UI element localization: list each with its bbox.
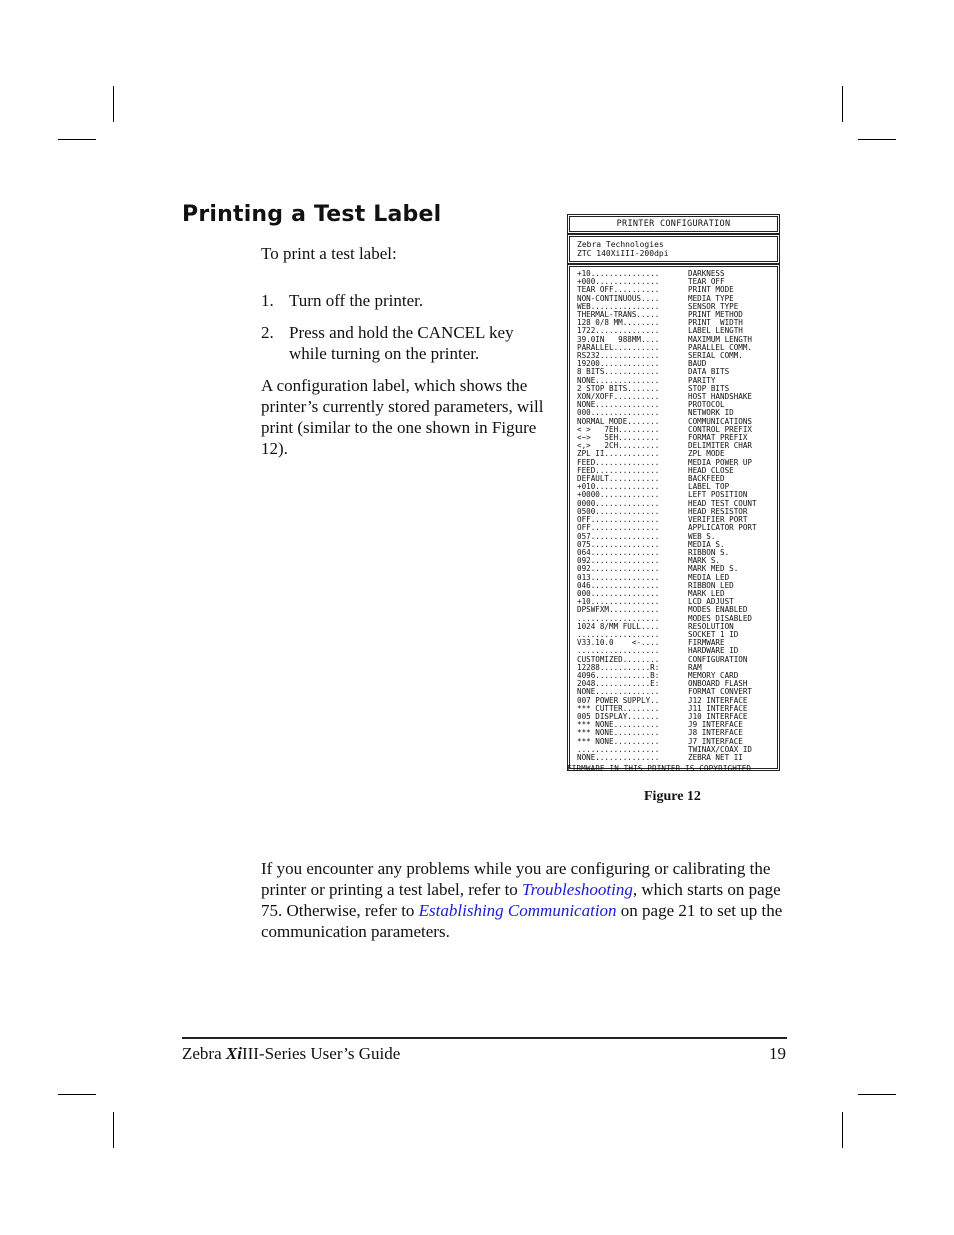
config-id-line: ZTC 140XiIII-200dpi [577,249,669,258]
figure-caption: Figure 12 [644,789,701,804]
crop-mark [113,1112,114,1148]
config-row [577,311,771,319]
config-row [577,303,771,311]
config-value: NONE.............. [577,401,660,410]
config-parameter: PROTOCOL [688,401,725,410]
config-row [577,385,771,393]
footer-guide-title [182,1044,400,1064]
config-row [577,377,771,385]
config-row [577,574,771,582]
config-row [577,270,771,278]
step-number: 2. [261,323,274,342]
config-parameter: TWINAX/COAX ID [688,745,753,754]
config-value: RS232............. [577,352,660,361]
config-parameter: PRINT MODE [688,286,734,295]
config-row [577,295,771,303]
config-row [577,533,771,541]
config-row [577,434,771,442]
config-value: 39.0IN 988MM.... [577,335,660,344]
config-parameter: DELIMITER CHAR [688,442,753,451]
config-parameter: CONTROL PREFIX [688,425,753,434]
config-value: 4096............B: [577,671,660,680]
troubleshooting-link[interactable]: Troubleshooting [522,880,633,899]
config-parameter: HARDWARE ID [688,647,739,656]
config-row [577,368,771,376]
config-value: TEAR OFF.......... [577,286,660,295]
footer-title-rest: III-Series User’s Guide [241,1044,401,1063]
crop-mark [858,139,896,140]
config-row [577,442,771,450]
config-parameter: RIBBON LED [688,581,734,590]
paragraph-text: , which starts on page 75. Otherwise, refer to [261,880,781,920]
config-value: 092............... [577,565,660,574]
config-row [577,754,771,762]
config-value: OFF............... [577,516,660,525]
config-value: 0500.............. [577,507,660,516]
config-value: 12288...........R: [577,663,660,672]
config-value: NONE.............. [577,688,660,697]
config-parameter: WEB S. [688,532,716,541]
config-row [577,590,771,598]
config-row [577,606,771,614]
config-parameter: MARK S. [688,557,721,566]
config-value: 2048............E: [577,680,660,689]
config-value: 046............... [577,581,660,590]
config-row [577,344,771,352]
crop-mark [113,86,114,122]
step-text: Turn off the printer. [289,291,424,310]
paragraph-text: If you encounter any problems while you are configuring or calibrating the printer or printing a test label, refer to [261,859,771,899]
config-parameter: HEAD RESISTOR [688,507,748,516]
config-parameter: PRINT WIDTH [688,319,743,328]
config-row [577,697,771,705]
config-value: NONE.............. [577,753,660,762]
config-parameter: MEDIA TYPE [688,294,734,303]
config-parameter: J12 INTERFACE [688,696,748,705]
config-value: V33.10.0 <-.... [577,639,660,648]
config-parameter: DATA BITS [688,368,730,377]
step-item [261,322,551,364]
config-row [577,729,771,737]
config-label-id [569,236,778,262]
config-parameter: HOST HANDSHAKE [688,393,753,402]
crop-mark [58,1094,96,1095]
config-row [577,426,771,434]
config-value: 2 STOP BITS....... [577,384,660,393]
config-parameter: MODES DISABLED [688,614,753,623]
config-row [577,500,771,508]
config-value: +10............... [577,598,660,607]
config-parameter: DARKNESS [688,270,725,278]
config-row [577,647,771,655]
config-value: .................. [577,614,660,623]
config-parameter: ZPL MODE [688,450,725,459]
config-parameter: MEDIA POWER UP [688,458,753,467]
config-parameter: CONFIGURATION [688,655,748,664]
config-value: *** NONE.......... [577,737,660,746]
config-row [577,582,771,590]
config-parameter: ZEBRA NET II [688,753,743,762]
config-parameter: LABEL LENGTH [688,327,743,336]
config-parameter: PARALLEL COMM. [688,343,753,352]
config-row [577,631,771,639]
crop-mark [842,1112,843,1148]
config-row [577,278,771,286]
config-value: *** NONE.......... [577,721,660,730]
page-title: Printing a Test Label [182,202,442,227]
paragraph-text: on page 21 to set up the communication parameters. [261,901,783,941]
config-parameter: RAM [688,663,702,672]
config-value: FEED.............. [577,458,660,467]
config-row [577,491,771,499]
config-row [577,360,771,368]
crop-mark [58,139,96,140]
config-value: CUSTOMIZED........ [577,655,660,664]
config-value: *** NONE.......... [577,729,660,738]
config-value: FEED.............. [577,466,660,475]
config-value: NON-CONTINUOUS.... [577,294,660,303]
config-parameter: SENSOR TYPE [688,302,739,311]
config-row [577,615,771,623]
config-parameter: APPLICATOR PORT [688,524,757,533]
config-parameter: FIRMWARE [688,639,725,648]
config-value: 013............... [577,573,660,582]
config-value: DPSWFXM........... [577,606,660,615]
config-value: <~> 5EH......... [577,434,660,443]
intro-text: To print a test label: [261,244,397,263]
config-value: 000............... [577,589,660,598]
config-row [577,713,771,721]
config-parameter: SERIAL COMM. [688,352,743,361]
config-parameter: HEAD TEST COUNT [688,499,757,508]
config-parameter: ONBOARD FLASH [688,680,748,689]
config-value: 1024 8/MM FULL.... [577,622,660,631]
config-parameter: LEFT POSITION [688,491,748,500]
config-parameter: J11 INTERFACE [688,704,748,713]
config-parameter: MODES ENABLED [688,606,748,615]
config-value: 007 POWER SUPPLY.. [577,696,660,705]
steps-list [261,290,551,375]
configuration-label-figure [569,216,778,769]
crop-mark [842,86,843,122]
config-row [577,541,771,549]
config-parameter: FORMAT PREFIX [688,434,748,443]
config-row [577,664,771,672]
config-value: <,> 2CH......... [577,442,660,451]
config-parameter: J10 INTERFACE [688,712,748,721]
config-row [577,746,771,754]
config-value: THERMAL-TRANS..... [577,311,660,320]
config-value: PARALLEL.......... [577,343,660,352]
config-row [577,656,771,664]
config-value: WEB............... [577,302,660,311]
config-row [577,286,771,294]
config-parameter: BACKFEED [688,475,725,484]
config-value: +010.............. [577,483,660,492]
config-row [577,327,771,335]
config-value: OFF............... [577,524,660,533]
config-parameter: J8 INTERFACE [688,729,743,738]
config-row [577,401,771,409]
config-parameter: MEDIA LED [688,573,730,582]
config-row [577,467,771,475]
config-value: +0000............. [577,491,660,500]
config-value: .................. [577,630,660,639]
config-row [577,565,771,573]
config-row [577,557,771,565]
config-row [577,409,771,417]
page-number: 19 [769,1044,786,1063]
config-value: NORMAL MODE....... [577,417,660,426]
establishing-communication-link[interactable]: Establishing Communication [418,901,617,920]
config-row [577,524,771,532]
config-value: +000.............. [577,278,660,287]
config-row [577,705,771,713]
config-parameter: NETWORK ID [688,409,734,418]
config-label-footer: FIRMWARE IN THIS PRINTER IS COPYRIGHTED [567,764,752,773]
config-value: ZPL II............ [577,450,660,459]
config-value: .................. [577,647,660,656]
config-value: 075............... [577,540,660,549]
config-row [577,319,771,327]
config-parameter: J9 INTERFACE [688,721,743,730]
config-value: 128 0/8 MM........ [577,319,660,328]
config-row [577,393,771,401]
config-parameter: MAXIMUM LENGTH [688,335,753,344]
config-row [577,639,771,647]
config-parameter: SOCKET 1 ID [688,630,739,639]
config-parameter: STOP BITS [688,384,730,393]
config-value: 0000.............. [577,499,660,508]
config-parameter: PRINT METHOD [688,311,743,320]
config-value: 19200............. [577,360,660,369]
config-row [577,508,771,516]
config-row [577,475,771,483]
footer-rule [182,1037,787,1039]
step-number: 1. [261,291,274,310]
crop-mark [858,1094,896,1095]
troubleshooting-paragraph [261,858,801,942]
config-value: DEFAULT........... [577,475,660,484]
config-value: NONE.............. [577,376,660,385]
config-parameter: HEAD CLOSE [688,466,734,475]
config-row [577,516,771,524]
step-item [261,290,551,311]
config-parameter: FORMAT CONVERT [688,688,753,697]
config-label-header: PRINTER CONFIGURATION [569,216,778,232]
footer-brand: Zebra [182,1044,226,1063]
config-parameter: J7 INTERFACE [688,737,743,746]
config-value: 057............... [577,532,660,541]
config-value: 005 DISPLAY....... [577,712,660,721]
config-row [577,721,771,729]
config-value: 1722.............. [577,327,660,336]
config-value: .................. [577,745,660,754]
config-parameter: TEAR OFF [688,278,725,287]
config-row [577,549,771,557]
config-row [577,352,771,360]
config-id-line: Zebra Technologies [577,240,664,249]
config-description: A configuration label, which shows the printer’s currently stored parameters, will print (similar to the one shown in Figure 12). [261,376,544,458]
config-parameter: VERIFIER PORT [688,516,748,525]
config-row [577,459,771,467]
config-row [577,598,771,606]
config-value: 8 BITS............ [577,368,660,377]
config-row [577,688,771,696]
config-parameter: LCD ADJUST [688,598,734,607]
config-value: +10............... [577,270,660,278]
config-parameter: RIBBON S. [688,548,730,557]
config-parameter: COMMUNICATIONS [688,417,753,426]
config-row [577,483,771,491]
config-value: 000............... [577,409,660,418]
config-parameter: MEMORY CARD [688,671,739,680]
config-row [577,450,771,458]
config-value: 092............... [577,557,660,566]
config-row [577,418,771,426]
config-row [577,672,771,680]
config-row [577,336,771,344]
config-parameter-list [569,266,778,769]
footer-brand-italic: Xi [225,1044,242,1063]
config-row [577,680,771,688]
config-parameter: BAUD [688,360,707,369]
config-row [577,623,771,631]
config-value: < > 7EH......... [577,425,660,434]
config-parameter: MARK LED [688,589,725,598]
config-parameter: RESOLUTION [688,622,734,631]
config-value: *** CUTTER........ [577,704,660,713]
step-text: Press and hold the CANCEL key while turning on the printer. [289,323,514,363]
config-row [577,738,771,746]
config-parameter: MARK MED S. [688,565,739,574]
config-value: 064............... [577,548,660,557]
config-parameter: MEDIA S. [688,540,725,549]
config-value: XON/XOFF.......... [577,393,660,402]
config-parameter: LABEL TOP [688,483,730,492]
config-parameter: PARITY [688,376,716,385]
